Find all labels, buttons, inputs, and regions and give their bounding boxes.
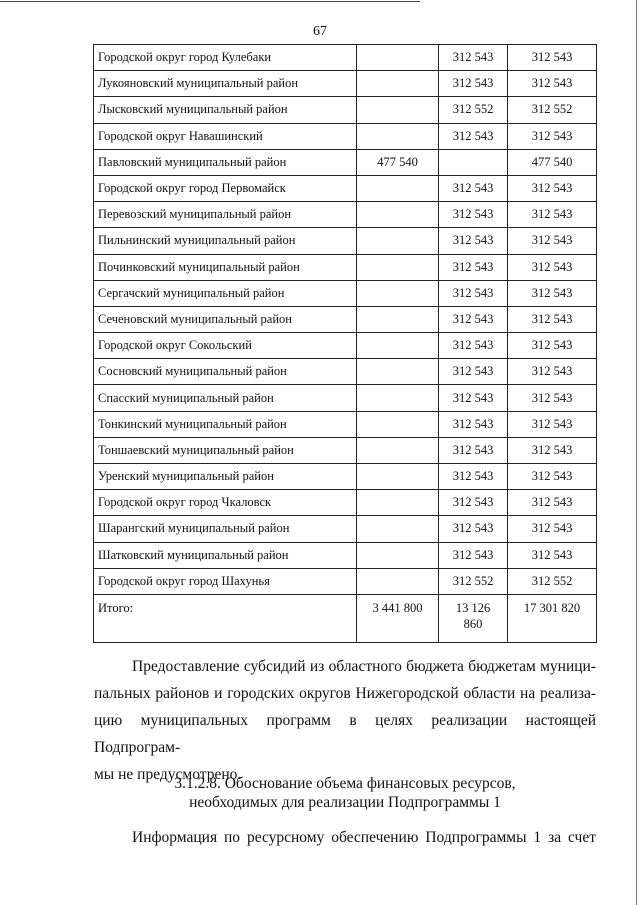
heading-line: необходимых для реализации Подпрограммы 1 [189, 794, 501, 811]
municipality-cell: Городской округ город Чкаловск [94, 490, 357, 516]
total-amount-cell: 312 552 [508, 97, 597, 123]
right-edge-rule [636, 0, 637, 905]
total-amount-cell: 312 543 [508, 175, 597, 201]
amount-cell: 477 540 [357, 149, 439, 175]
amount-cell [439, 594, 508, 642]
table-row [94, 123, 597, 149]
table-total-row [94, 594, 597, 642]
table-row [94, 542, 597, 568]
amount-line: 860 [463, 616, 483, 631]
amount-cell [357, 411, 439, 437]
total-amount-cell: 312 543 [508, 254, 597, 280]
amount-cell [357, 175, 439, 201]
amount-cell: 312 543 [439, 437, 508, 463]
table-row [94, 280, 597, 306]
total-amount-cell: 17 301 820 [508, 594, 597, 642]
table-row [94, 149, 597, 175]
table-row [94, 437, 597, 463]
amount-cell: 312 543 [439, 411, 508, 437]
amount-cell [357, 516, 439, 542]
municipality-cell: Городской округ город Первомайск [94, 175, 357, 201]
table-row [94, 385, 597, 411]
table-row [94, 359, 597, 385]
table-row [94, 464, 597, 490]
total-amount-cell: 312 543 [508, 437, 597, 463]
municipality-cell: Шарангский муниципальный район [94, 516, 357, 542]
total-amount-cell: 312 543 [508, 306, 597, 332]
municipality-cell: Спасский муниципальный район [94, 385, 357, 411]
paragraph-line: мы не предусмотрено. [94, 766, 242, 783]
amount-line: 13 126 [455, 600, 491, 615]
total-amount-cell: 312 543 [508, 464, 597, 490]
municipality-cell: Пильнинский муниципальный район [94, 228, 357, 254]
table-row [94, 490, 597, 516]
table-row [94, 411, 597, 437]
table-row [94, 306, 597, 332]
municipality-cell: Сеченовский муниципальный район [94, 306, 357, 332]
total-amount-cell: 312 543 [508, 45, 597, 71]
total-amount-cell: 312 543 [508, 411, 597, 437]
municipality-cell: Лукояновский муниципальный район [94, 71, 357, 97]
total-amount-cell: 312 543 [508, 359, 597, 385]
table-row [94, 228, 597, 254]
table-body [94, 45, 597, 643]
amount-cell: 312 543 [439, 333, 508, 359]
amount-cell: 312 543 [439, 254, 508, 280]
amount-cell: 312 552 [439, 97, 508, 123]
municipality-cell: Городской округ город Кулебаки [94, 45, 357, 71]
municipality-cell: Павловский муниципальный район [94, 149, 357, 175]
amount-cell: 312 543 [439, 71, 508, 97]
table-row [94, 175, 597, 201]
paragraph-line: пальных районов и городских округов Нижегородской области на реализа- [94, 685, 596, 702]
paragraph-resources: Информация по ресурсному обеспечению Подпрограммы 1 за счет [132, 829, 596, 846]
amount-cell [439, 149, 508, 175]
amount-cell: 312 552 [439, 568, 508, 594]
total-amount-cell: 312 543 [508, 490, 597, 516]
amount-cell: 312 543 [439, 280, 508, 306]
municipality-cell: Сосновский муниципальный район [94, 359, 357, 385]
municipality-cell: Городской округ Сокольский [94, 333, 357, 359]
amount-cell: 312 543 [439, 464, 508, 490]
amount-cell [357, 464, 439, 490]
amount-cell: 312 543 [439, 359, 508, 385]
amount-cell [357, 306, 439, 332]
total-amount-cell: 312 543 [508, 228, 597, 254]
table-row [94, 45, 597, 71]
amount-cell [357, 490, 439, 516]
municipality-cell: Уренский муниципальный район [94, 464, 357, 490]
total-amount-cell: 312 543 [508, 123, 597, 149]
amount-cell [357, 202, 439, 228]
page-number: 67 [313, 24, 327, 39]
amount-cell: 312 543 [439, 45, 508, 71]
municipality-cell: Тоншаевский муниципальный район [94, 437, 357, 463]
amount-cell: 312 543 [439, 516, 508, 542]
amount-cell [357, 437, 439, 463]
subsidy-table [93, 44, 597, 643]
amount-cell: 312 543 [439, 202, 508, 228]
total-amount-cell: 477 540 [508, 149, 597, 175]
total-amount-cell: 312 543 [508, 71, 597, 97]
amount-cell [357, 45, 439, 71]
table-row [94, 516, 597, 542]
municipality-cell: Перевозский муниципальный район [94, 202, 357, 228]
table-row [94, 568, 597, 594]
amount-cell [357, 385, 439, 411]
table-row [94, 254, 597, 280]
amount-cell: 312 543 [439, 175, 508, 201]
amount-cell [357, 333, 439, 359]
municipality-cell: Тонкинский муниципальный район [94, 411, 357, 437]
table-row [94, 71, 597, 97]
table-row [94, 97, 597, 123]
amount-cell [357, 71, 439, 97]
amount-cell [357, 568, 439, 594]
total-amount-cell: 312 543 [508, 202, 597, 228]
amount-cell: 312 543 [439, 385, 508, 411]
municipality-cell: Сергачский муниципальный район [94, 280, 357, 306]
table-row [94, 333, 597, 359]
amount-cell: 312 543 [439, 490, 508, 516]
amount-cell [357, 123, 439, 149]
municipality-cell: Починковский муниципальный район [94, 254, 357, 280]
amount-cell [357, 542, 439, 568]
municipality-cell: Городской округ Навашинский [94, 123, 357, 149]
total-amount-cell: 312 543 [508, 333, 597, 359]
amount-cell [357, 228, 439, 254]
amount-cell: 312 543 [439, 228, 508, 254]
paragraph-line: цию муниципальных программ в целях реализации настоящей Подпрограм- [94, 712, 596, 756]
total-amount-cell: 312 543 [508, 385, 597, 411]
amount-cell: 3 441 800 [357, 594, 439, 642]
amount-cell: 312 543 [439, 306, 508, 332]
total-amount-cell: 312 552 [508, 568, 597, 594]
amount-cell [357, 254, 439, 280]
amount-cell: 312 543 [439, 123, 508, 149]
total-amount-cell: 312 543 [508, 516, 597, 542]
total-amount-cell: 312 543 [508, 542, 597, 568]
amount-cell [357, 280, 439, 306]
paragraph-line: Предоставление субсидий из областного бюджета бюджетам муници- [132, 658, 596, 675]
municipality-cell: Городской округ город Шахунья [94, 568, 357, 594]
top-rule [0, 1, 420, 2]
amount-cell [357, 97, 439, 123]
municipality-cell: Шатковский муниципальный район [94, 542, 357, 568]
total-label-cell: Итого: [94, 594, 357, 642]
table-row [94, 202, 597, 228]
heading-line: 3.1.2.8. Обоснование объема финансовых ресурсов, [174, 775, 516, 792]
municipality-cell: Лысковский муниципальный район [94, 97, 357, 123]
paragraph-subsidies [94, 653, 596, 788]
amount-cell [357, 359, 439, 385]
total-amount-cell: 312 543 [508, 280, 597, 306]
section-heading [94, 774, 596, 812]
amount-cell: 312 543 [439, 542, 508, 568]
